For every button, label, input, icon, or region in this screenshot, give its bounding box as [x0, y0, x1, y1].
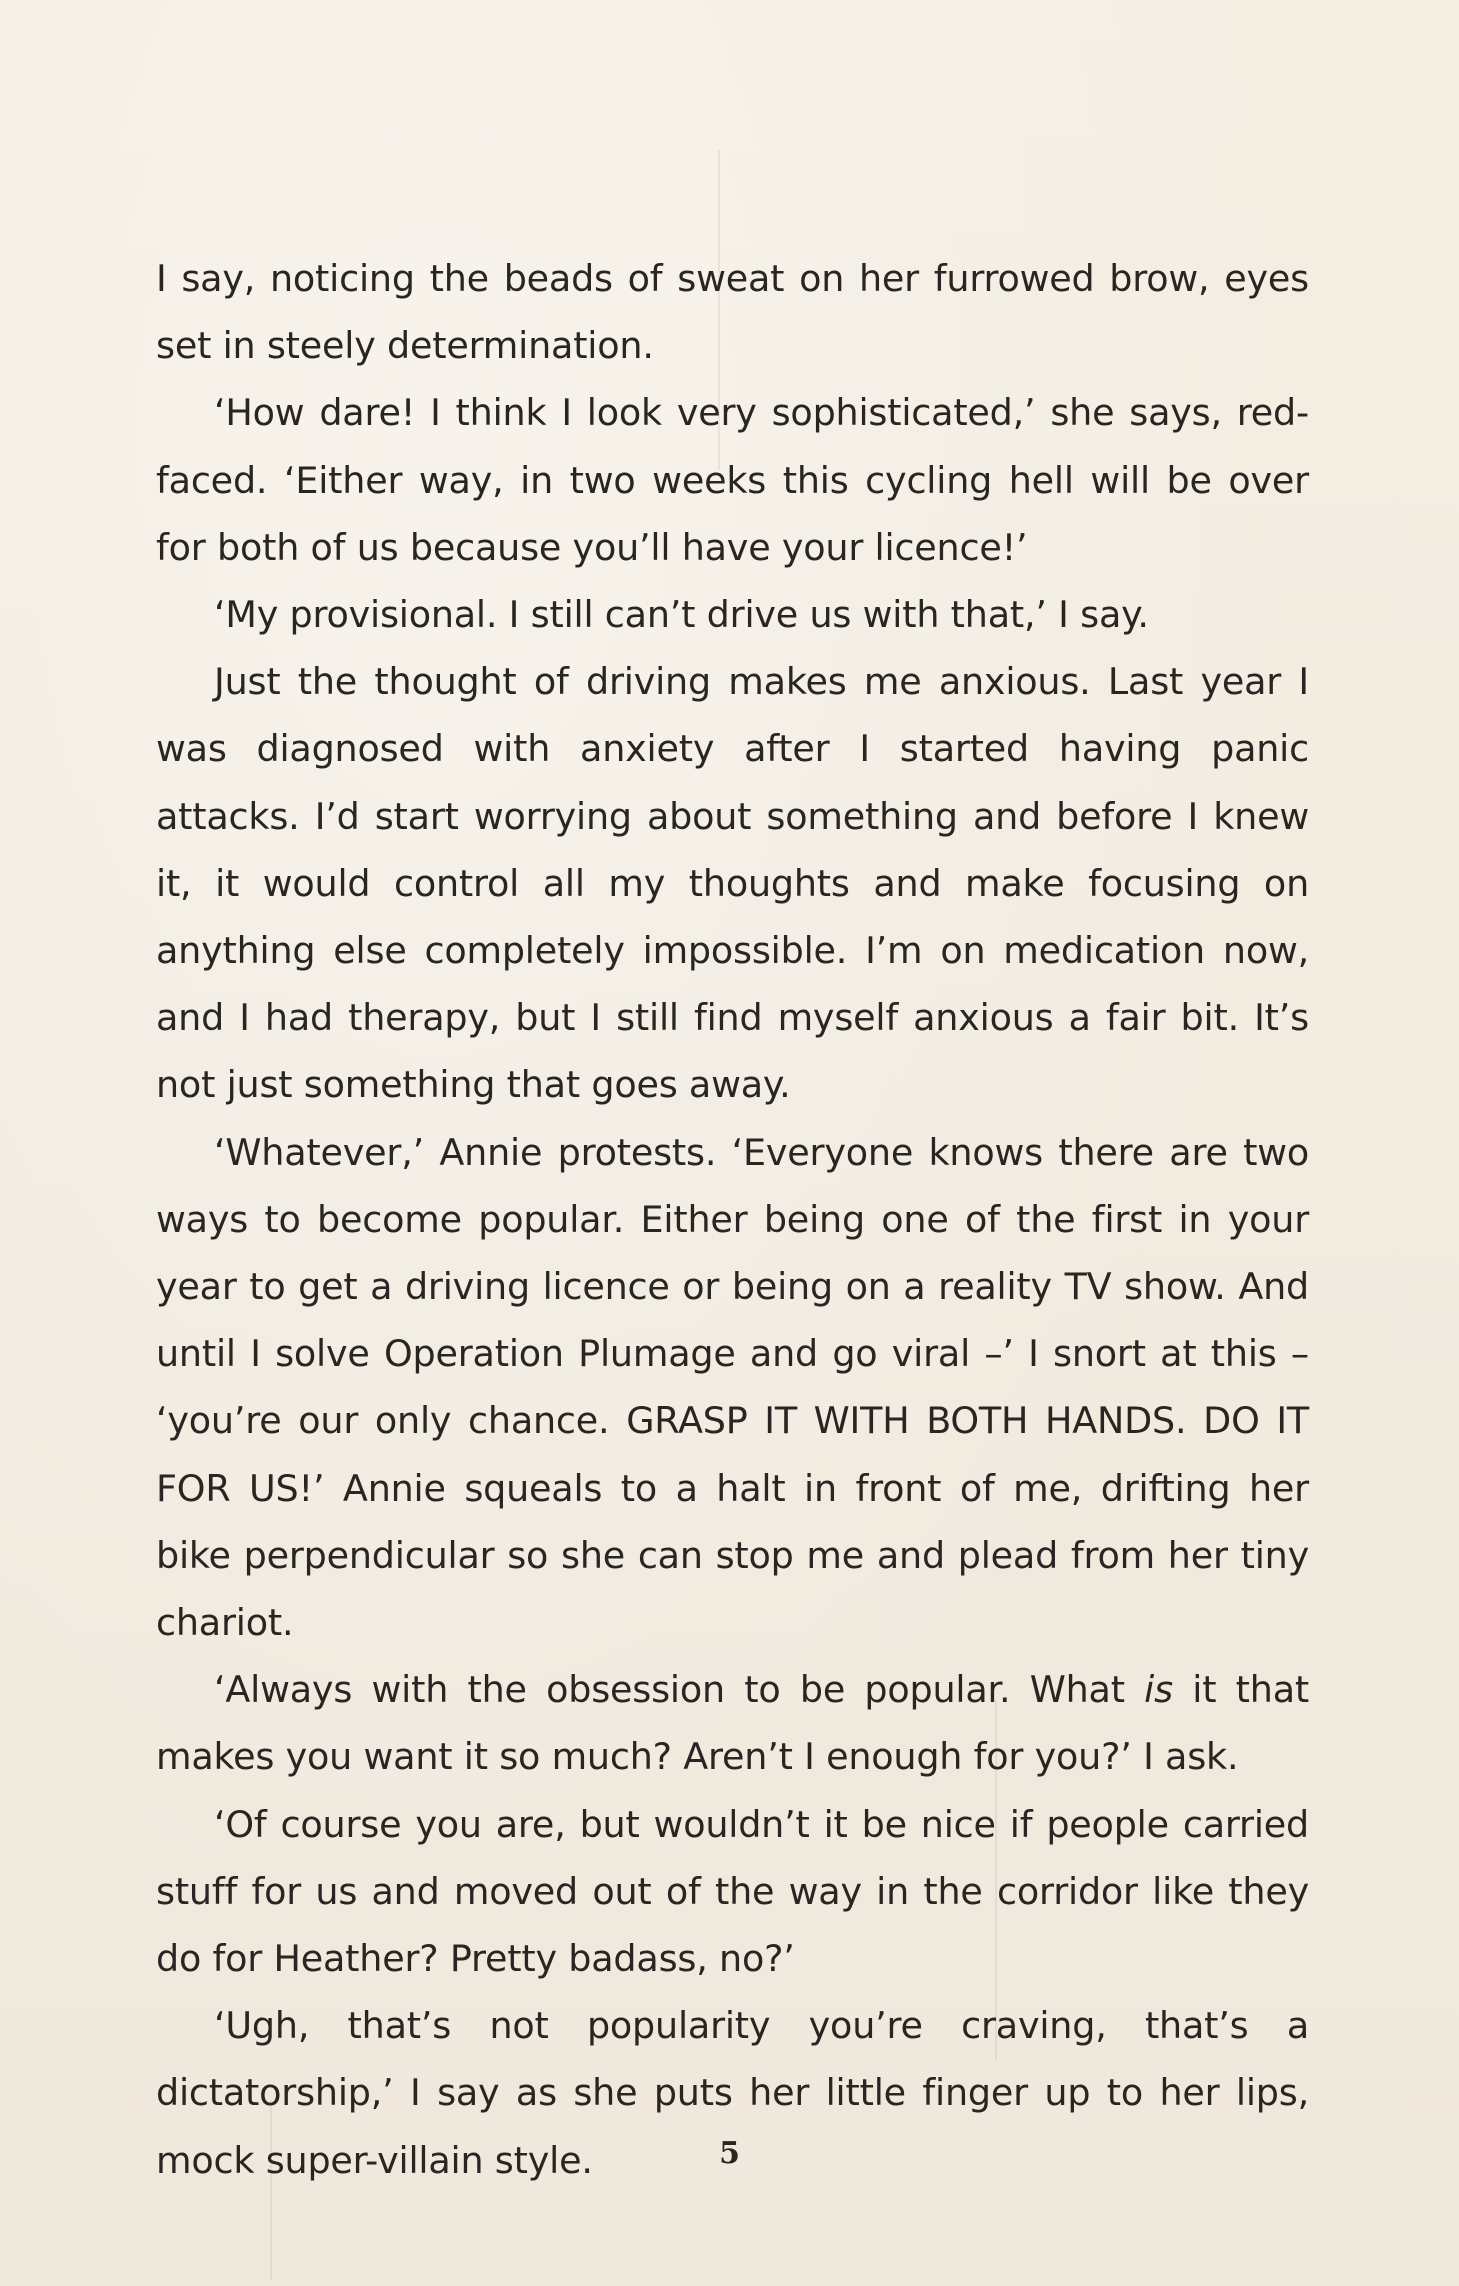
- emphasis-text: is: [1144, 1668, 1173, 1712]
- paragraph: ‘Ugh, that’s not popularity you’re craving, that’s a dictatorship,’ I say as she puts her little finger up to her lips, mock super-villain style.: [156, 2004, 1309, 2182]
- paragraph: ‘How dare! I think I look very sophisticated,’ she says, red-faced. ‘Either way, in two weeks this cycling hell will be over for both of us because you’ll have your licence!’: [156, 391, 1309, 569]
- paragraph: ‘Whatever,’ Annie protests. ‘Everyone knows there are two ways to become popular. Either being one of the first in your year to get a driving licence or being on a reality TV show. And until I solve Operation Plumage and go viral –’ I snort at this – ‘you’re our only chance. GRASP IT WITH BOTH HANDS. DO IT FOR US!’ Annie squeals to a halt in front of me, drifting her bike perpendicular so she can stop me and plead from her tiny chariot.: [156, 1130, 1309, 1645]
- body-text: [156, 245, 1309, 2194]
- paragraph: ‘My provisional. I still can’t drive us with that,’ I say.: [214, 593, 1149, 637]
- paragraph: [156, 1656, 1309, 1790]
- paragraph-text: it that makes you want it so much? Aren’t I enough for you?’ I ask.: [156, 1668, 1309, 1779]
- page-number: 5: [719, 2136, 740, 2171]
- paragraph: I say, noticing the beads of sweat on her furrowed brow, eyes set in steely determination.: [156, 257, 1309, 368]
- paragraph: ‘Of course you are, but wouldn’t it be nice if people carried stuff for us and moved out of the way in the corridor like they do for Heather? Pretty badass, no?’: [156, 1802, 1309, 1981]
- paragraph-text: ‘Always with the obsession to be popular. What: [214, 1668, 1145, 1712]
- paragraph: Just the thought of driving makes me anxious. Last year I was diagnosed with anxiety after I started having panic attacks. I’d start worrying about something and before I knew it, it would control all my thoughts and make focusing on anything else completely impossible. I’m on medication now, and I had therapy, but I still find myself anxious a fair bit. It’s not just something that goes away.: [156, 660, 1309, 1107]
